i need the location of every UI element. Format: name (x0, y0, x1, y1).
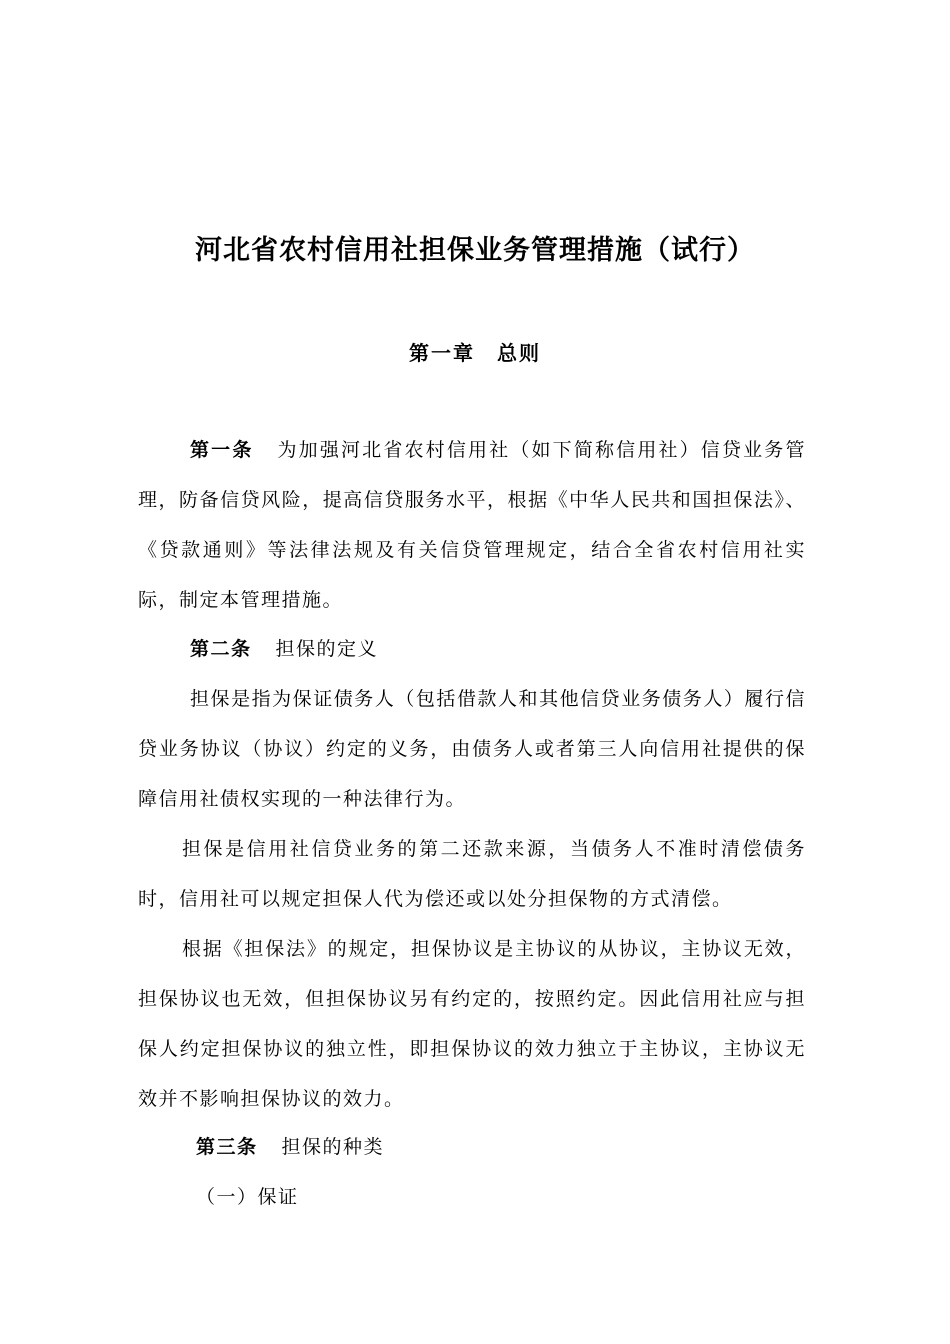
article-2 (138, 624, 806, 674)
article-3 (138, 1122, 806, 1172)
paragraph-second-repayment-source: 担保是信用社信贷业务的第二还款来源，当债务人不准时清偿债务时，信用社可以规定担保人代为偿还或以处分担保物的方式清偿。 (138, 838, 806, 910)
article-1-text: 为加强河北省农村信用社（如下简称信用社）信贷业务管理，防备信贷风险，提高信贷服务水平，根据《中华人民共和国担保法》、《贷款通则》等法律法规及有关信贷管理规定，结合全省农村信用社实际，制定本管理措施。 (138, 439, 806, 611)
article-1-label: 第一条 (190, 439, 254, 461)
article-1 (138, 425, 806, 625)
article-3-text: 担保的种类 (281, 1136, 385, 1158)
article-2-label: 第二条 (190, 638, 252, 660)
article-2-text: 担保的定义 (275, 638, 379, 660)
paragraph-guarantee-definition: 担保是指为保证债务人（包括借款人和其他信贷业务债务人）履行信贷业务协议（协议）约定的义务，由债务人或者第三人向信用社提供的保障信用社债权实现的一种法律行为。 (138, 688, 806, 810)
paragraph-guarantee-law: 根据《担保法》的规定，担保协议是主协议的从协议，主协议无效，担保协议也无效，但担保协议另有约定的，按照约定。因此信用社应与担保人约定担保协议的独立性，即担保协议的效力独立于主协议，主协议无效并不影响担保协议的效力。 (138, 938, 806, 1110)
sub-item-guarantee: （一）保证 (196, 1186, 299, 1208)
article-3-label: 第三条 (196, 1136, 258, 1158)
document-title: 河北省农村信用社担保业务管理措施（试行） (195, 235, 755, 266)
chapter-heading: 第一章 总则 (409, 341, 541, 365)
